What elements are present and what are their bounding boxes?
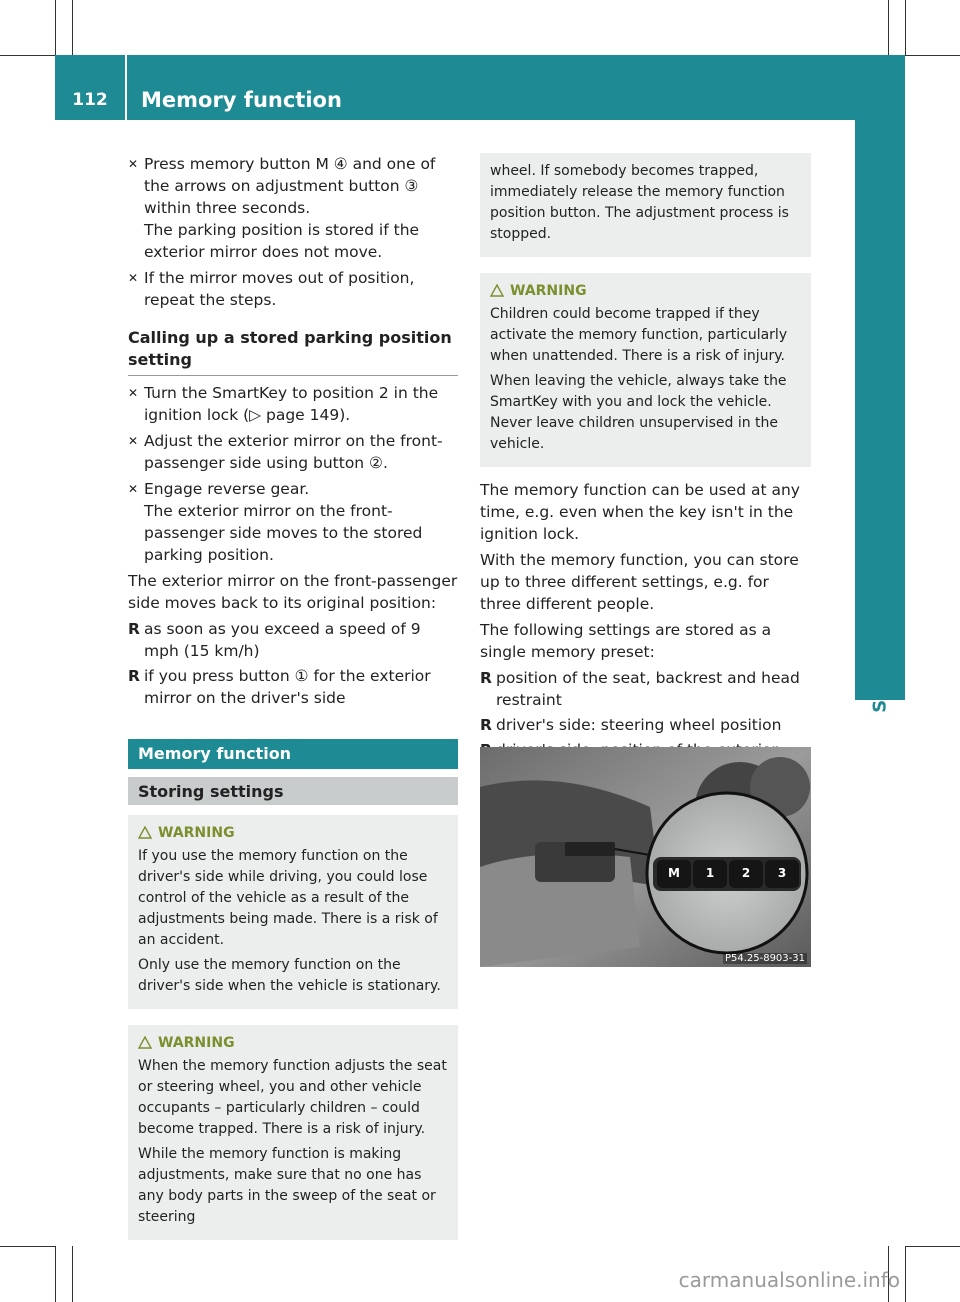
warning-text: When leaving the vehicle, always take the SmartKey with you and lock the vehicle. Never leave children unsupervised in the vehicle. bbox=[490, 373, 787, 452]
warning-triangle-icon bbox=[138, 1036, 152, 1049]
memory-button-1: 1 bbox=[705, 866, 715, 880]
subheading: Calling up a stored parking position setting bbox=[128, 327, 458, 376]
step-item bbox=[128, 430, 458, 474]
step-item bbox=[128, 153, 458, 263]
memory-button-2: 2 bbox=[741, 866, 751, 880]
step-item bbox=[128, 267, 458, 311]
step-item bbox=[128, 478, 458, 566]
bullet-item bbox=[480, 714, 811, 736]
memory-button-3: 3 bbox=[777, 866, 787, 880]
bullet-item bbox=[480, 667, 811, 711]
page-header bbox=[55, 55, 905, 120]
crop-mark bbox=[905, 0, 906, 55]
warning-box bbox=[128, 815, 458, 1009]
warning-header bbox=[138, 823, 448, 844]
crop-mark bbox=[905, 55, 960, 56]
crop-mark bbox=[905, 1246, 906, 1302]
right-column bbox=[480, 153, 811, 808]
door-panel-illustration bbox=[480, 747, 811, 967]
chapter-label: Seats, steering wheel and mirrors bbox=[869, 367, 891, 713]
warning-continuation-box bbox=[480, 153, 811, 257]
step-arrow-icon: ✕ bbox=[128, 482, 139, 496]
bullet-icon: R bbox=[480, 669, 492, 687]
step-text: If the mirror moves out of position, repeat the steps. bbox=[144, 269, 415, 309]
bullet-text: position of the seat, backrest and head restraint bbox=[496, 669, 800, 709]
crop-mark bbox=[72, 1246, 73, 1302]
step-arrow-icon: ✕ bbox=[128, 434, 139, 448]
step-note: The exterior mirror on the front-passenger side moves to the stored parking position. bbox=[144, 502, 423, 564]
crop-mark bbox=[0, 1246, 55, 1247]
step-arrow-icon: ✕ bbox=[128, 271, 139, 285]
crop-mark bbox=[0, 55, 55, 56]
step-text: Press memory button M ④ and one of the arrows on adjustment button ③ within three seconds. bbox=[144, 155, 436, 217]
bullet-icon: R bbox=[480, 716, 492, 734]
body-paragraph: The memory function can be used at any time, e.g. even when the key isn't in the ignition lock. bbox=[480, 481, 800, 543]
crop-mark bbox=[905, 1246, 960, 1247]
door-panel-photo bbox=[480, 747, 811, 967]
warning-text: While the memory function is making adjustments, make sure that no one has any body parts in the sweep of the seat or steering bbox=[138, 1146, 436, 1225]
memory-button-m: M bbox=[668, 866, 680, 880]
bullet-text: driver's side: steering wheel position bbox=[496, 716, 782, 734]
warning-box bbox=[128, 1025, 458, 1240]
warning-text: Children could become trapped if they activate the memory function, particularly when unattended. There is a risk of injury. bbox=[490, 306, 788, 364]
step-text: Adjust the exterior mirror on the front-passenger side using button ②. bbox=[144, 432, 443, 472]
section-heading: Memory function bbox=[128, 739, 458, 769]
crop-mark bbox=[888, 0, 889, 55]
page-title: Memory function bbox=[141, 88, 342, 112]
step-text: Turn the SmartKey to position 2 in the ignition lock (▷ page 149). bbox=[144, 384, 439, 424]
step-arrow-icon: ✕ bbox=[128, 157, 139, 171]
warning-header bbox=[490, 281, 801, 302]
step-item bbox=[128, 382, 458, 426]
subsection-heading: Storing settings bbox=[128, 777, 458, 805]
warning-box bbox=[480, 273, 811, 467]
warning-triangle-icon bbox=[490, 284, 504, 297]
warning-triangle-icon bbox=[138, 826, 152, 839]
crop-mark bbox=[55, 0, 56, 55]
warning-label: WARNING bbox=[158, 825, 235, 841]
warning-label: WARNING bbox=[158, 1035, 235, 1051]
bullet-item bbox=[128, 618, 458, 662]
page-number: 112 bbox=[72, 90, 108, 110]
warning-label: WARNING bbox=[510, 283, 587, 299]
crop-mark bbox=[72, 0, 73, 55]
header-divider bbox=[125, 55, 127, 120]
left-column bbox=[128, 153, 458, 1240]
warning-header bbox=[138, 1033, 448, 1054]
step-note: The parking position is stored if the exterior mirror does not move. bbox=[144, 221, 420, 261]
step-arrow-icon: ✕ bbox=[128, 386, 139, 400]
bullet-item bbox=[128, 665, 458, 709]
bullet-text: as soon as you exceed a speed of 9 mph (15 km/h) bbox=[144, 620, 421, 660]
warning-text: Only use the memory function on the driver's side when the vehicle is stationary. bbox=[138, 957, 441, 994]
watermark[interactable]: carmanualsonline.info bbox=[678, 1268, 900, 1292]
crop-mark bbox=[55, 1246, 56, 1302]
warning-text: When the memory function adjusts the seat or steering wheel, you and other vehicle occupants – particularly children – could become trapped. There is a risk of injury. bbox=[138, 1058, 447, 1137]
body-paragraph: The exterior mirror on the front-passenger side moves back to its original position: bbox=[128, 572, 458, 612]
photo-code: P54.25-8903-31 bbox=[724, 953, 805, 964]
bullet-icon: R bbox=[128, 667, 140, 685]
warning-text: wheel. If somebody becomes trapped, immediately release the memory function position button. The adjustment process is stopped. bbox=[490, 163, 789, 242]
body-paragraph: With the memory function, you can store up to three different settings, e.g. for three different people. bbox=[480, 551, 799, 613]
bullet-icon: R bbox=[128, 620, 140, 638]
warning-text: If you use the memory function on the driver's side while driving, you could lose control of the vehicle as a result of the adjustments being made. There is a risk of an accident. bbox=[138, 848, 438, 948]
bullet-text: if you press button ① for the exterior mirror on the driver's side bbox=[144, 667, 431, 707]
step-text: Engage reverse gear. bbox=[144, 480, 310, 498]
body-paragraph: The following settings are stored as a single memory preset: bbox=[480, 621, 772, 661]
